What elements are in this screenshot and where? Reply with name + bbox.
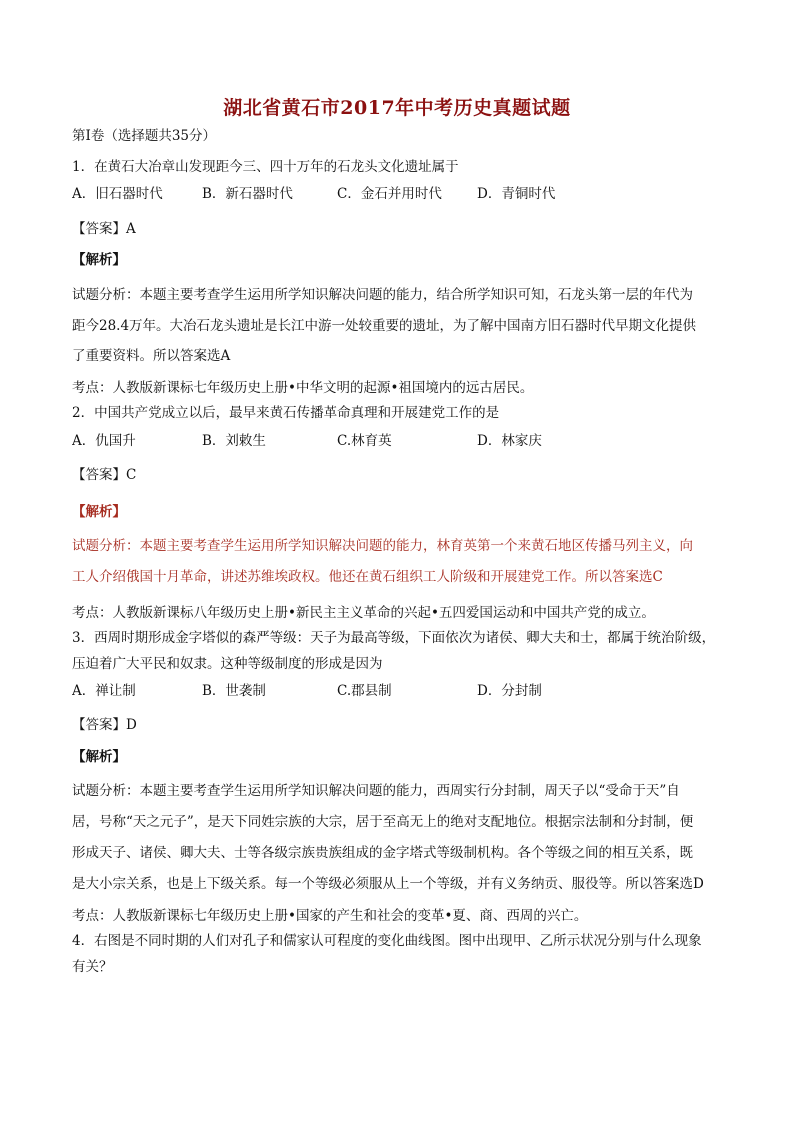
q4-stem-line-1: 4．右图是不同时期的人们对孔子和儒家认可程度的变化曲线图。图中出现甲、乙所示状况分别与什么现象 [72,933,702,949]
q1-analysis-label: 【解析】 [72,252,126,268]
q3-option-d: D．分封制 [477,683,542,699]
q3-option-c: C.郡县制 [337,683,392,699]
q2-option-d: D．林家庆 [477,433,542,449]
q2-options [72,432,732,450]
q2-analysis-line-2: 工人介绍俄国十月革命，讲述苏维埃政权。他还在黄石组织工人阶级和开展建党工作。所以答案选C [72,569,663,585]
page-title: 湖北省黄石市2017年中考历史真题试题 [223,97,571,119]
q1-analysis-line-1: 试题分析：本题主要考查学生运用所学知识解决问题的能力，结合所学知识可知，石龙头第一层的年代为 [72,287,693,303]
q3-stem-line-1: 3．西周时期形成金字塔似的森严等级：天子为最高等级，下面依次为诸侯、卿大夫和士，都属于统治阶级， [72,630,716,646]
q3-analysis-line-2: 居，号称“天之元子”，是天下同姓宗族的大宗，居于至高无上的绝对支配地位。根据宗法制和分封制，便 [72,814,694,830]
q2-analysis-label: 【解析】 [72,504,126,520]
q1-stem: 1．在黄石大冶章山发现距今三、四十万年的石龙头文化遗址属于 [72,159,459,175]
q1-option-a: A．旧石器时代 [72,186,163,202]
q3-option-b: B．世袭制 [202,683,266,699]
q1-point: 考点：人教版新课标七年级历史上册•中华文明的起源•祖国境内的远古居民。 [72,380,534,396]
q3-option-a: A．禅让制 [72,683,136,699]
q2-analysis-line-1: 试题分析：本题主要考查学生运用所学知识解决问题的能力，林育英第一个来黄石地区传播马列主义，向 [72,538,693,554]
q1-analysis-line-2: 距今28.4万年。大冶石龙头遗址是长江中游一处较重要的遗址，为了解中国南方旧石器时代早期文化提供 [72,318,697,334]
q3-stem-line-2: 压迫着广大平民和奴隶。这种等级制度的形成是因为 [72,656,383,672]
q1-options [72,185,732,203]
q1-analysis-line-3: 了重要资料。所以答案选A [72,348,231,364]
q3-point: 考点：人教版新课标七年级历史上册•国家的产生和社会的变革•夏、商、西周的兴亡。 [72,908,588,924]
q1-option-b: B．新石器时代 [202,186,293,202]
q2-answer: 【答案】C [72,467,137,483]
q3-options [72,682,732,700]
q3-analysis-line-4: 是大小宗关系，也是上下级关系。每一个等级必须服从上一个等级，并有义务纳贡、服役等。所以答案选D [72,876,704,892]
q1-option-c: C．金石并用时代 [337,186,442,202]
q3-analysis-line-1: 试题分析：本题主要考查学生运用所学知识解决问题的能力，西周实行分封制，周天子以“受命于天”自 [72,783,680,799]
q2-point: 考点：人教版新课标八年级历史上册•新民主主义革命的兴起•五四爱国运动和中国共产党的成立。 [72,605,655,621]
q2-option-c: C.林育英 [337,433,392,449]
q1-option-d: D．青铜时代 [477,186,556,202]
q3-answer: 【答案】D [72,717,137,733]
q4-stem-line-2: 有关？ [72,959,113,975]
q1-answer: 【答案】A [72,221,136,237]
section-heading: 第Ⅰ卷（选择题共35分） [72,128,217,144]
q2-stem: 2．中国共产党成立以后，最早来黄石传播革命真理和开展建党工作的是 [72,405,500,421]
q3-analysis-label: 【解析】 [72,749,126,765]
q3-analysis-line-3: 形成天子、诸侯、卿大夫、士等各级宗族贵族组成的金字塔式等级制机构。各个等级之间的相互关系，既 [72,845,693,861]
q2-option-a: A．仇国升 [72,433,136,449]
q2-option-b: B．刘敕生 [202,433,266,449]
